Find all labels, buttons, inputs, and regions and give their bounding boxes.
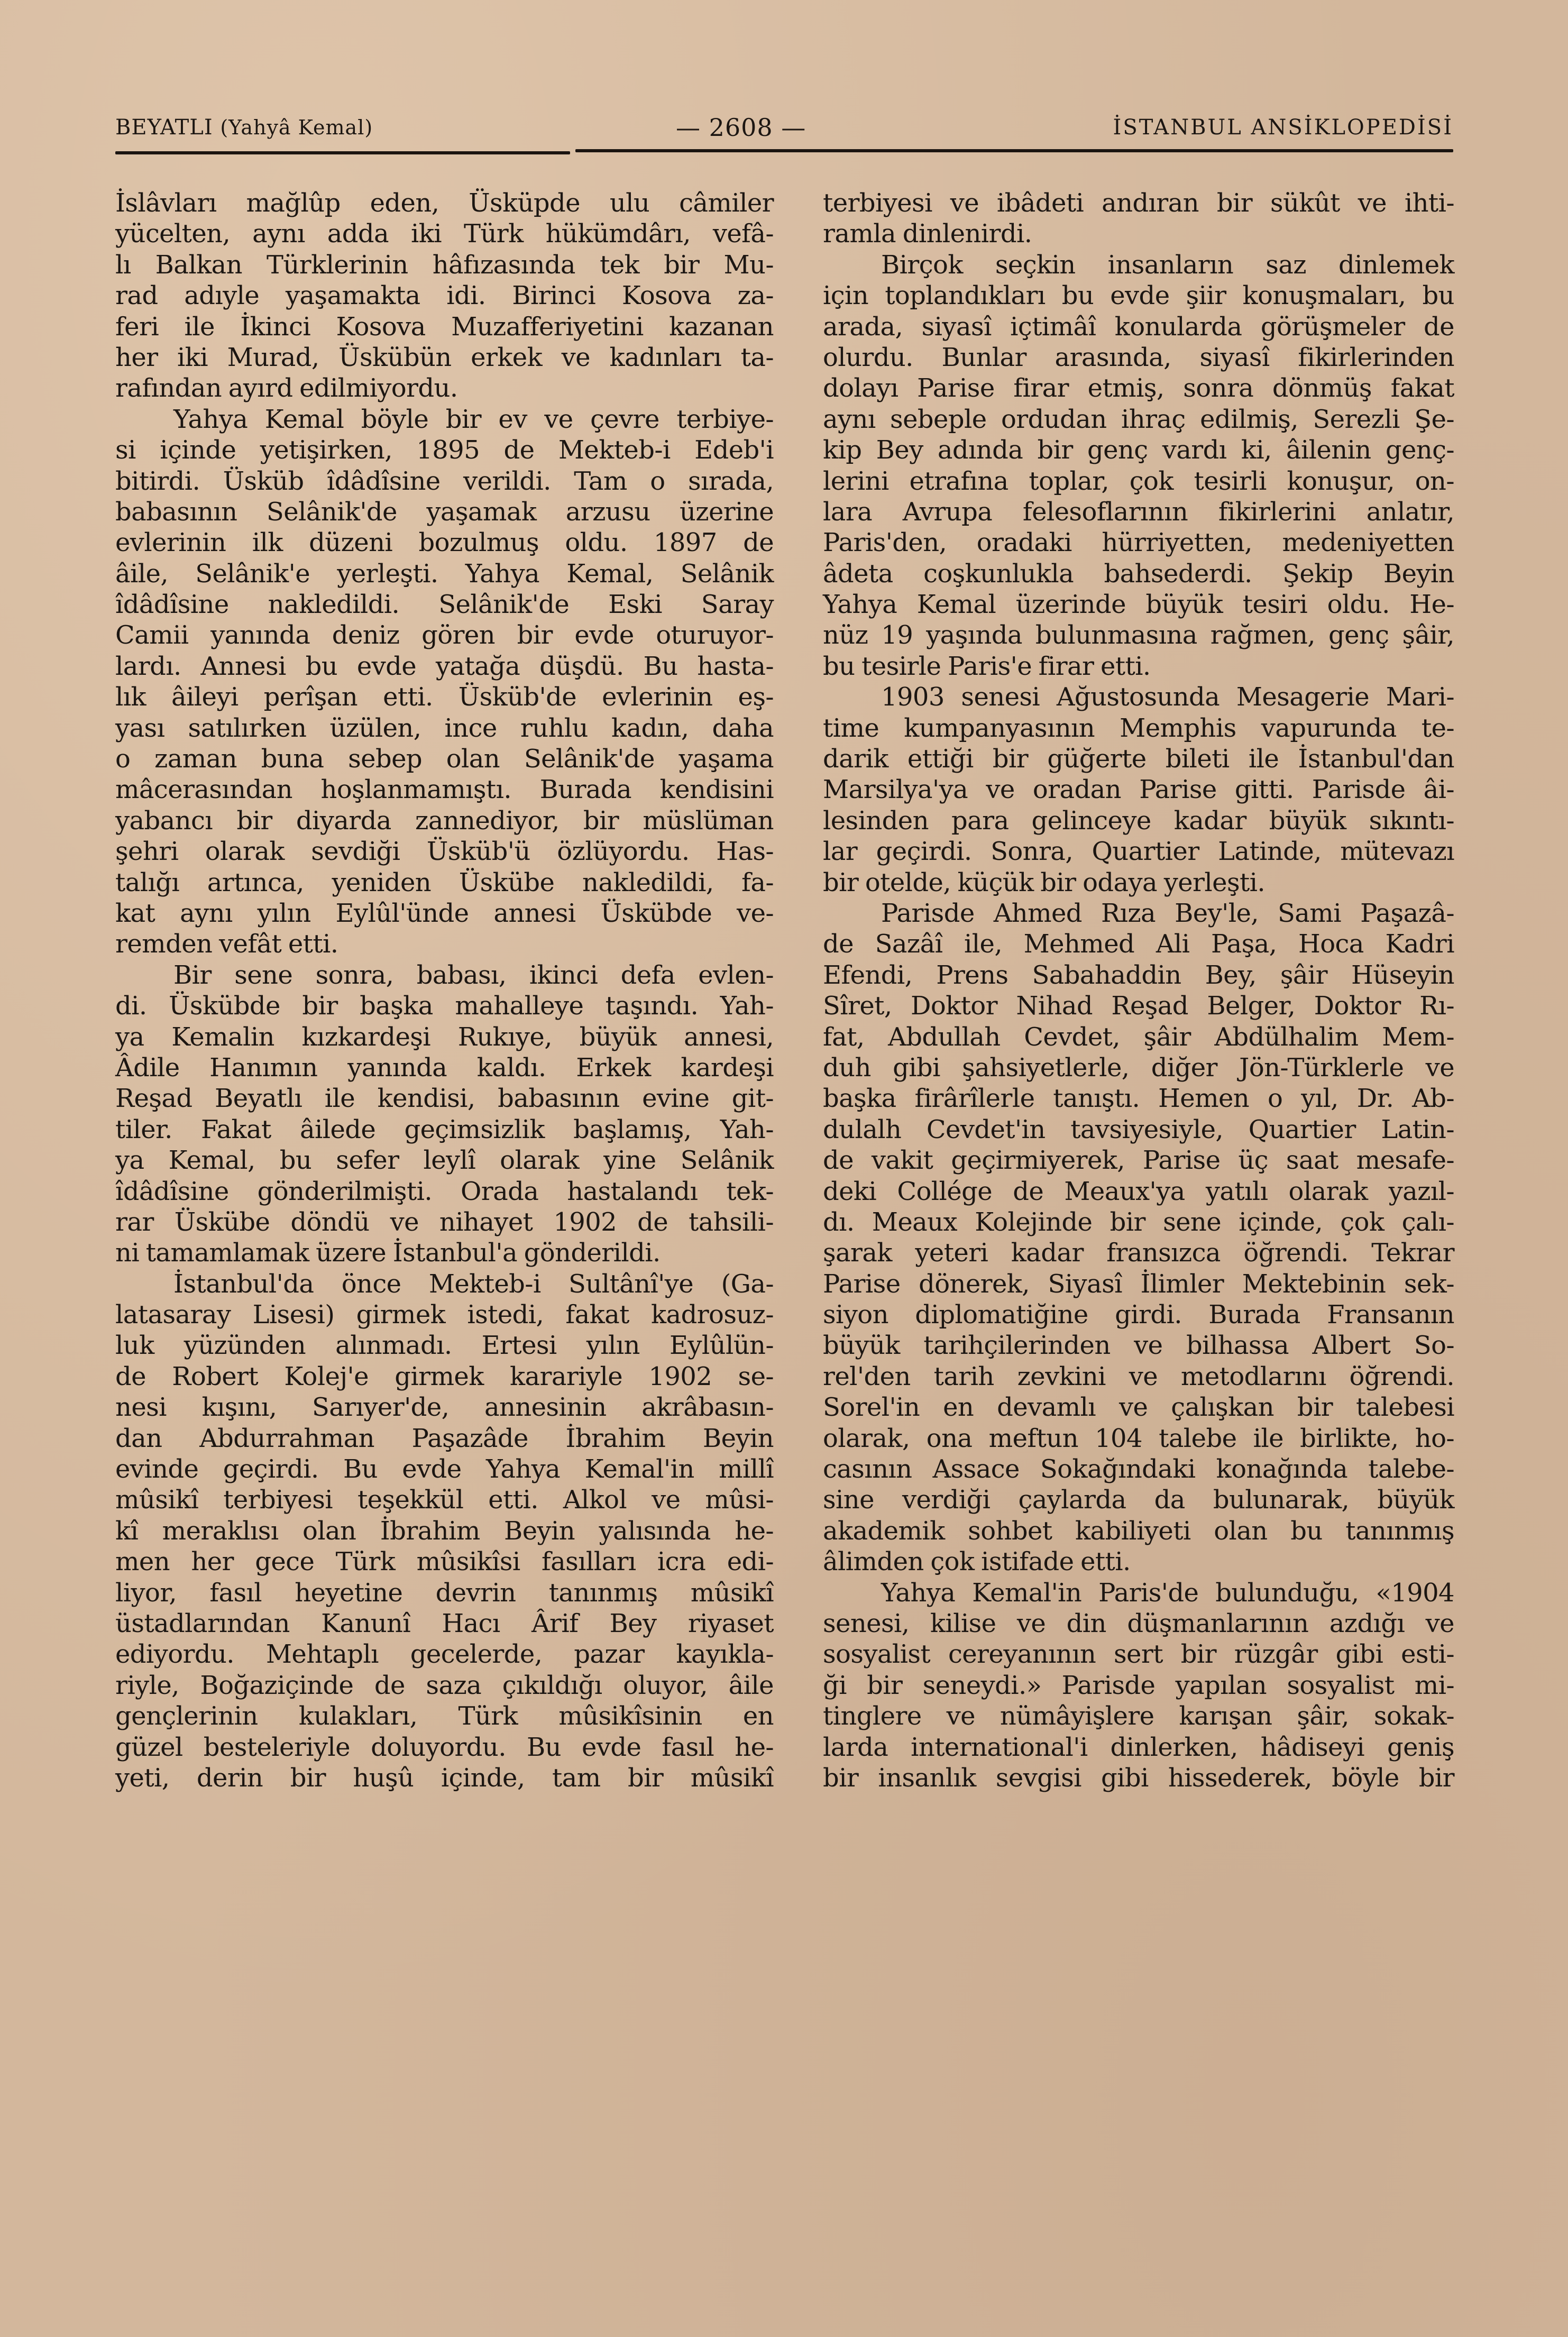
text-line: de vakit geçirmiyerek, Parise üç saat mesafe-: [823, 1145, 1454, 1176]
entry-heading: [115, 115, 373, 140]
text-line: rar Üskübe döndü ve nihayet 1902 de tahsili-: [115, 1207, 774, 1237]
text-line: rel'den tarih zevkini ve metodlarını öğrendi.: [823, 1361, 1454, 1391]
text-line: evinde geçirdi. Bu evde Yahya Kemal'in millî: [115, 1454, 774, 1484]
text-line: lı Balkan Türklerinin hâfızasında tek bir Mu-: [115, 250, 774, 280]
text-line: Paris'den, oradaki hürriyetten, medeniyetten: [823, 528, 1454, 558]
text-line: mâcerasından hoşlanmamıştı. Burada kendisini: [115, 775, 774, 805]
text-line: Yahya Kemal üzerinde büyük tesiri oldu. He-: [823, 590, 1454, 620]
text-line: babasının Selânik'de yaşamak arzusu üzerine: [115, 497, 774, 527]
text-line: evlerinin ilk düzeni bozulmuş oldu. 1897 de: [115, 528, 774, 558]
text-line: âile, Selânik'e yerleşti. Yahya Kemal, Selânik: [115, 558, 774, 589]
text-line: terbiyesi ve ibâdeti andıran bir sükût ve ihti-: [823, 188, 1454, 218]
text-line: başka firârîlerle tanıştı. Hemen o yıl, Dr. Ab-: [823, 1084, 1454, 1114]
paragraph: [823, 250, 1454, 682]
text-line: Sîret, Doktor Nihad Reşad Belger, Doktor Rı-: [823, 991, 1454, 1021]
text-line: için toplandıkları bu evde şiir konuşmaları, bu: [823, 281, 1454, 311]
text-line: arada, siyasî içtimâî konularda görüşmeler de: [823, 311, 1454, 342]
text-line: lardı. Annesi bu evde yatağa düşdü. Bu hasta-: [115, 651, 774, 681]
paragraph: [115, 960, 774, 1269]
text-line: kî meraklısı olan İbrahim Beyin yalısında he-: [115, 1516, 774, 1546]
text-line: yücelten, aynı adda iki Türk hükümdârı, vefâ-: [115, 219, 774, 249]
text-line: olarak, ona meftun 104 talebe ile birlikte, ho-: [823, 1423, 1454, 1453]
page-number: — 2608 —: [676, 113, 806, 142]
text-line: talığı artınca, yeniden Üskübe nakledildi, fa-: [115, 867, 774, 897]
text-line: âlimden çok istifade etti.: [823, 1547, 1131, 1577]
text-line: sosyalist cereyanının sert bir rüzgâr gibi esti-: [823, 1639, 1454, 1670]
text-line: lesinden para gelinceye kadar büyük sıkıntı-: [823, 805, 1454, 836]
text-line: lar geçirdi. Sonra, Quartier Latinde, mütevazı: [823, 837, 1454, 867]
text-line: lara Avrupa felesoflarının fikirlerini anlatır,: [823, 497, 1454, 527]
text-line: şarak yeteri kadar fransızca öğrendi. Tekrar: [823, 1238, 1454, 1268]
text-line: siyon diplomatiğine girdi. Burada Fransanın: [823, 1300, 1454, 1330]
text-line: lık âileyi perîşan etti. Üsküb'de evlerinin eş-: [115, 682, 774, 712]
text-line: güzel besteleriyle doluyordu. Bu evde fasıl he-: [115, 1732, 774, 1762]
text-line: şehri olarak sevdiği Üsküb'ü özlüyordu. Has-: [115, 837, 774, 867]
text-line: 1903 senesi Ağustosunda Mesagerie Mari-: [881, 682, 1454, 712]
left-column: [115, 188, 774, 1793]
paragraph: [823, 188, 1454, 250]
text-line: ği bir seneydi.» Parisde yapılan sosyalist mi-: [823, 1670, 1454, 1700]
text-line: âdeta coşkunlukla bahsederdi. Şekip Beyin: [823, 558, 1454, 589]
text-line: liyor, fasıl heyetine devrin tanınmış mûsikî: [115, 1578, 774, 1608]
text-line: üstadlarından Kanunî Hacı Ârif Bey riyaset: [115, 1608, 774, 1638]
text-line: ramla dinlenirdi.: [823, 219, 1032, 249]
text-line: rad adıyle yaşamakta idi. Birinci Kosova za-: [115, 281, 774, 311]
text-line: di. Üskübde bir başka mahalleye taşındı. Yah-: [115, 991, 774, 1021]
text-line: her iki Murad, Üskübün erkek ve kadınları ta-: [115, 342, 774, 372]
text-line: îdâdîsine gönderilmişti. Orada hastalandı tek-: [115, 1176, 774, 1206]
text-line: İslâvları mağlûp eden, Üsküpde ulu câmiler: [115, 188, 774, 218]
entry-surname: BEYATLI: [115, 115, 213, 140]
text-line: ya Kemal, bu sefer leylî olarak yine Selânik: [115, 1145, 774, 1176]
text-line: deki Collége de Meaux'ya yatılı olarak yazıl-: [823, 1176, 1454, 1206]
publication-title: İSTANBUL ANSİKLOPEDİSİ: [1113, 115, 1453, 140]
text-line: de Robert Kolej'e girmek karariyle 1902 se-: [115, 1361, 774, 1391]
text-line: latasaray Lisesi) girmek istedi, fakat kadrosuz-: [115, 1300, 774, 1330]
paragraph: [823, 898, 1454, 1578]
text-line: îdâdîsine nakledildi. Selânik'de Eski Saray: [115, 590, 774, 620]
text-line: Parise dönerek, Siyasî İlimler Mektebinin sek-: [823, 1269, 1454, 1299]
text-line: dulalh Cevdet'in tavsiyesiyle, Quartier Latin-: [823, 1114, 1454, 1144]
text-line: tinglere ve nümâyişlere karışan şâir, sokak-: [823, 1701, 1454, 1731]
text-line: kip Bey adında bir genç vardı ki, âilenin genç-: [823, 435, 1454, 465]
running-head: [115, 106, 1453, 148]
encyclopedia-page: [115, 106, 1454, 1793]
entry-name: (Yahyâ Kemal): [220, 116, 373, 139]
text-line: Yahya Kemal böyle bir ev ve çevre terbiye-: [173, 404, 774, 434]
text-line: ni tamamlamak üzere İstanbul'a gönderildi.: [115, 1238, 661, 1268]
text-line: kat aynı yılın Eylûl'ünde annesi Üskübde ve-: [115, 898, 774, 928]
header-rule-left: [115, 151, 570, 154]
text-line: yeti, derin bir huşû içinde, tam bir mûsikî: [115, 1763, 774, 1793]
text-line: gençlerinin kulakları, Türk mûsikîsinin en: [115, 1701, 774, 1731]
text-line: darik ettiği bir güğerte bileti ile İstanbul'dan: [823, 744, 1454, 774]
text-line: luk yüzünden alınmadı. Ertesi yılın Eylûlün-: [115, 1331, 774, 1361]
text-line: dı. Meaux Kolejinde bir sene içinde, çok çalı-: [823, 1207, 1454, 1237]
text-line: duh gibi şahsiyetlerle, diğer Jön-Türklerle ve: [823, 1052, 1454, 1083]
text-line: Birçok seçkin insanların saz dinlemek: [881, 250, 1454, 280]
text-line: bir otelde, küçük bir odaya yerleşti.: [823, 867, 1266, 897]
text-line: Marsilya'ya ve oradan Parise gitti. Parisde âi-: [823, 775, 1454, 805]
text-line: Sorel'in en devamlı ve çalışkan bir talebesi: [823, 1392, 1454, 1423]
text-line: bitirdi. Üsküb îdâdîsine verildi. Tam o sırada,: [115, 466, 774, 496]
text-line: si içinde yetişirken, 1895 de Mekteb-i Edeb'i: [115, 435, 774, 465]
text-line: yabancı bir diyarda zannediyor, bir müslüman: [115, 805, 774, 836]
text-line: rafından ayırd edilmiyordu.: [115, 373, 458, 404]
text-line: dolayı Parise firar etmiş, sonra dönmüş fakat: [823, 373, 1454, 404]
text-line: time kumpanyasının Memphis vapurunda te-: [823, 713, 1454, 743]
text-line: nüz 19 yaşında bulunmasına rağmen, genç şâir,: [823, 620, 1454, 650]
header-rule-right: [575, 149, 1453, 152]
text-line: remden vefât etti.: [115, 929, 338, 959]
text-line: mûsikî terbiyesi teşekkül etti. Alkol ve mûsi-: [115, 1485, 774, 1515]
text-line: Efendi, Prens Sabahaddin Bey, şâir Hüseyin: [823, 960, 1454, 990]
paragraph: [115, 404, 774, 960]
text-line: tiler. Fakat âilede geçimsizlik başlamış, Yah-: [115, 1114, 774, 1144]
text-line: İstanbul'da önce Mekteb-i Sultânî'ye (Ga-: [173, 1269, 774, 1299]
text-line: sine verdiği çaylarda da bulunarak, büyük: [823, 1485, 1454, 1515]
text-line: Yahya Kemal'in Paris'de bulunduğu, «1904: [881, 1578, 1454, 1608]
text-line: feri ile İkinci Kosova Muzafferiyetini kazanan: [115, 311, 774, 342]
text-line: akademik sohbet kabiliyeti olan bu tanınmış: [823, 1516, 1454, 1546]
text-line: ya Kemalin kızkardeşi Rukıye, büyük annesi,: [115, 1022, 774, 1052]
text-line: Parisde Ahmed Rıza Bey'le, Sami Paşazâ-: [881, 898, 1454, 928]
paragraph: [115, 1269, 774, 1794]
text-line: fat, Abdullah Cevdet, şâir Abdülhalim Mem-: [823, 1022, 1454, 1052]
text-line: riyle, Boğaziçinde de saza çıkıldığı oluyor, âile: [115, 1670, 774, 1700]
text-line: Bir sene sonra, babası, ikinci defa evlen-: [173, 960, 774, 990]
text-line: büyük tarihçilerinden ve bilhassa Albert So-: [823, 1331, 1454, 1361]
text-line: bir insanlık sevgisi gibi hissederek, böyle bir: [823, 1763, 1454, 1793]
text-line: lerini etrafına toplar, çok tesirli konuşur, on-: [823, 466, 1454, 496]
text-line: senesi, kilise ve din düşmanlarının azdığı ve: [823, 1608, 1454, 1638]
text-line: yası satılırken üzülen, ince ruhlu kadın, daha: [115, 713, 774, 743]
text-line: ediyordu. Mehtaplı gecelerde, pazar kayıkla-: [115, 1639, 774, 1670]
text-line: o zaman buna sebep olan Selânik'de yaşama: [115, 744, 774, 774]
text-line: de Sazâî ile, Mehmed Ali Paşa, Hoca Kadri: [823, 929, 1454, 959]
text-line: Reşad Beyatlı ile kendisi, babasının evine git-: [115, 1084, 774, 1114]
text-line: bu tesirle Paris'e firar etti.: [823, 651, 1151, 681]
paragraph: [115, 188, 774, 404]
right-column: [823, 188, 1454, 1793]
paragraph: [823, 1578, 1454, 1794]
paragraph: [823, 682, 1454, 898]
text-line: nesi kışını, Sarıyer'de, annesinin akrâbasın-: [115, 1392, 774, 1423]
text-line: men her gece Türk mûsikîsi fasılları icra edi-: [115, 1547, 774, 1577]
text-line: dan Abdurrahman Paşazâde İbrahim Beyin: [115, 1423, 774, 1453]
text-line: aynı sebeple ordudan ihraç edilmiş, Serezli Şe-: [823, 404, 1454, 434]
text-line: Âdile Hanımın yanında kaldı. Erkek kardeşi: [115, 1052, 774, 1083]
text-line: olurdu. Bunlar arasında, siyasî fikirlerinden: [823, 342, 1454, 372]
text-line: casının Assace Sokağındaki konağında talebe-: [823, 1454, 1454, 1484]
text-line: Camii yanında deniz gören bir evde oturuyor-: [115, 620, 774, 650]
text-line: larda international'i dinlerken, hâdiseyi geniş: [823, 1732, 1454, 1762]
